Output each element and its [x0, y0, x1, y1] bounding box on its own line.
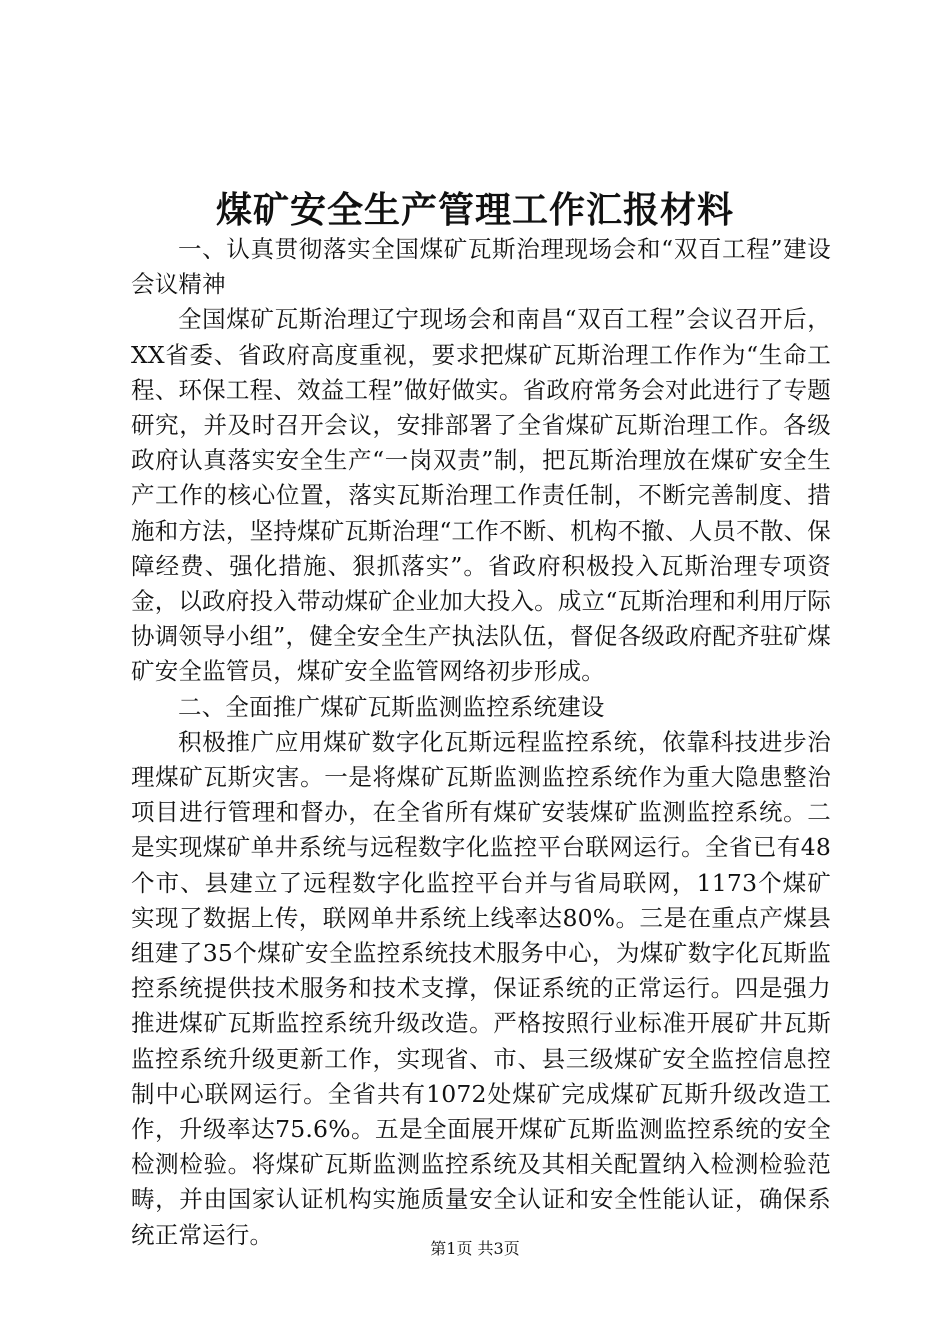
- body-paragraph-1: 全国煤矿瓦斯治理辽宁现场会和南昌“双百工程”会议召开后，XX省委、省政府高度重视，要求把煤矿瓦斯治理工作作为“生命工程、环保工程、效益工程”做好做实。省政府常务会对此进行了专题研究，并及时召开会议，安排部署了全省煤矿瓦斯治理工作。各级政府认真落实安全生产“一岗双责”制，把瓦斯治理放在煤矿安全生产工作的核心位置，落实瓦斯治理工作责任制，不断完善制度、措施和方法，坚持煤矿瓦斯治理“工作不断、机构不撤、人员不散、保障经费、强化措施、狠抓落实”。省政府积极投入瓦斯治理专项资金，以政府投入带动煤矿企业加大投入。成立“瓦斯治理和利用厅际协调领导小组”，健全安全生产执法队伍，督促各级政府配齐驻矿煤矿安全监管员，煤矿安全监管网络初步形成。: [131, 305, 831, 686]
- page-footer: 第1页 共3页: [430, 1239, 520, 1258]
- body-paragraph-2: 积极推广应用煤矿数字化瓦斯远程监控系统，依靠科技进步治理煤矿瓦斯灾害。一是将煤矿瓦斯监测监控系统作为重大隐患整治项目进行管理和督办，在全省所有煤矿安装煤矿监测监控系统。二是实现煤矿单井系统与远程数字化监控平台联网运行。全省已有48个市、县建立了远程数字化监控平台并与省局联网，1173个煤矿实现了数据上传，联网单井系统上线率达80%。三是在重点产煤县组建了35个煤矿安全监控系统技术服务中心，为煤矿数字化瓦斯监控系统提供技术服务和技术支撑，保证系统的正常运行。四是强力推进煤矿瓦斯监控系统升级改造。严格按照行业标准开展矿井瓦斯监控系统升级更新工作，实现省、市、县三级煤矿安全监控信息控制中心联网运行。全省共有1072处煤矿完成煤矿瓦斯升级改造工作，升级率达75.6%。五是全面展开煤矿瓦斯监测监控系统的安全检测检验。将煤矿瓦斯监测监控系统及其相关配置纳入检测检验范畴，并由国家认证机构实施质量安全认证和安全性能认证，确保系统正常运行。: [131, 727, 831, 1249]
- document-body: [131, 232, 831, 1253]
- section-heading-1: 一、认真贯彻落实全国煤矿瓦斯治理现场会和“双百工程”建设会议精神: [131, 235, 831, 299]
- section-heading-2: 二、全面推广煤矿瓦斯监测监控系统建设: [178, 692, 605, 721]
- document-title: 煤矿安全生产管理工作汇报材料: [215, 189, 734, 231]
